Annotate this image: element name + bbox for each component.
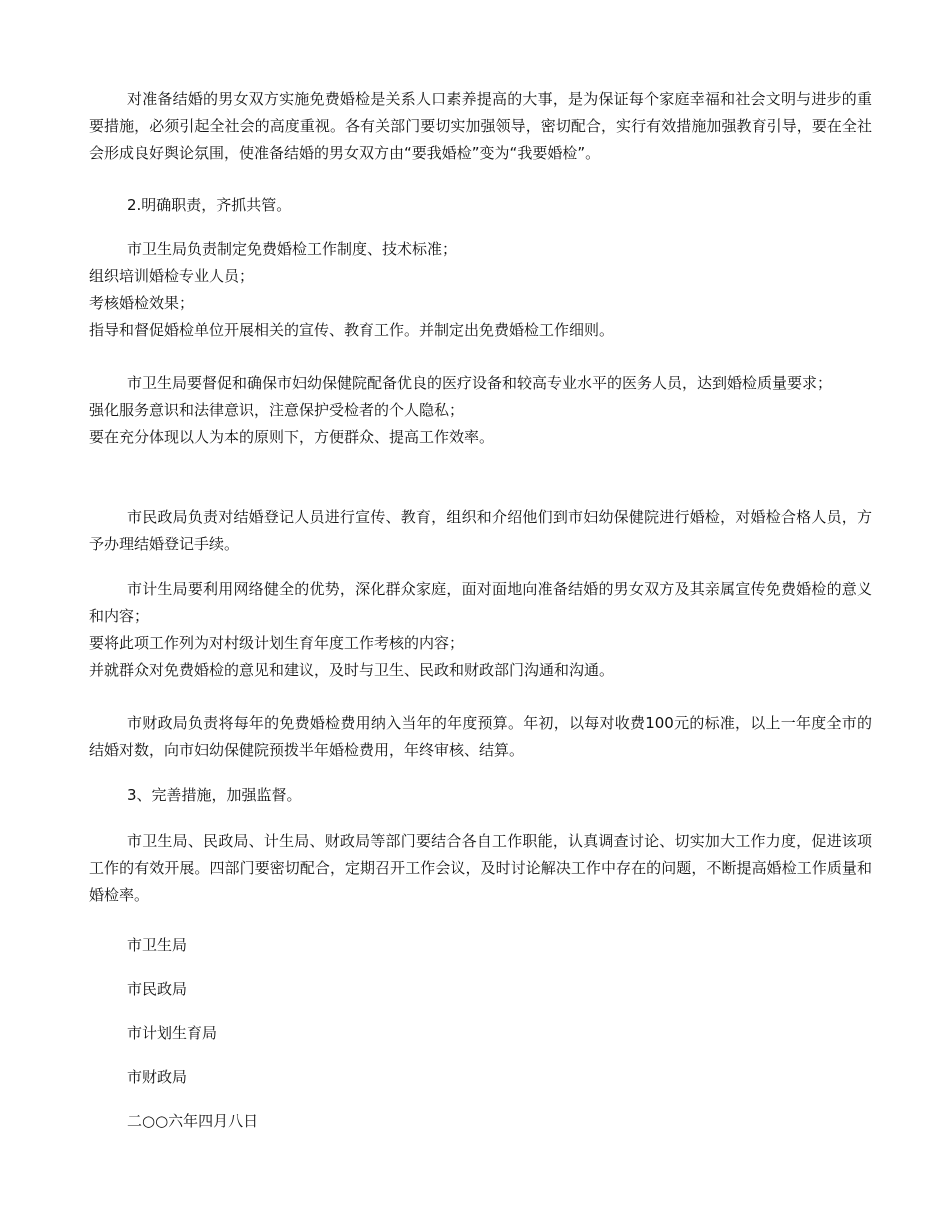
paragraph-line: 市民政局负责对结婚登记人员进行宣传、教育，组织和介绍他们到市妇幼保健院进行婚检，对婚检合格人员，方予办理结婚登记手续。 <box>89 508 872 553</box>
paragraph-6 <box>89 576 872 684</box>
paragraph-line: 3、完善措施，加强监督。 <box>127 786 302 804</box>
paragraph-9 <box>89 828 872 909</box>
section-heading-2 <box>89 192 872 219</box>
paragraph-line: 市计生局要利用网络健全的优势，深化群众家庭，面对面地向准备结婚的男女双方及其亲属宣传免费婚检的意义和内容； <box>89 580 872 625</box>
paragraph-line: 考核婚检效果； <box>89 294 195 312</box>
paragraph-3 <box>89 236 872 344</box>
section-heading-3 <box>89 782 872 809</box>
paragraph-line: 市民政局 <box>127 980 188 998</box>
paragraph-line: 强化服务意识和法律意识，注意保护受检者的个人隐私； <box>89 401 465 419</box>
paragraph-line: 市卫生局负责制定免费婚检工作制度、技术标准； <box>127 240 458 258</box>
paragraph-line: 市卫生局、民政局、计生局、财政局等部门要结合各自工作职能，认真调查讨论、切实加大工作力度，促进该项工作的有效开展。四部门要密切配合，定期召开工作会议，及时讨论解决工作中存在的问题，不断提高婚检工作质量和婚检率。 <box>89 832 872 904</box>
paragraph-line: 市卫生局要督促和确保市妇幼保健院配备优良的医疗设备和较高专业水平的医务人员，达到婚检质量要求； <box>127 374 833 392</box>
paragraph-line: 对准备结婚的男女双方实施免费婚检是关系人口素养提高的大事，是为保证每个家庭幸福和社会文明与进步的重要措施，必须引起全社会的高度重视。各有关部门要切实加强领导，密切配合，实行有效措施加强教育引导，要在全社会形成良好舆论氛围，使准备结婚的男女双方由“要我婚检”变为“我要婚检”。 <box>89 90 872 162</box>
paragraph-7 <box>89 710 872 764</box>
document-date <box>89 1108 872 1135</box>
paragraph-line: 指导和督促婚检单位开展相关的宣传、教育工作。并制定出免费婚检工作细则。 <box>89 321 615 339</box>
paragraph-line: 组织培训婚检专业人员； <box>89 267 255 285</box>
paragraph-line: 市财政局负责将每年的免费婚检费用纳入当年的年度预算。年初，以每对收费100元的标准，以上一年度全市的结婚对数，向市妇幼保健院预拨半年婚检费用，年终审核、结算。 <box>89 714 872 759</box>
paragraph-line: 要将此项工作列为对村级计划生育年度工作考核的内容； <box>89 634 465 652</box>
paragraph-line: 2.明确职责，齐抓共管。 <box>127 196 292 214</box>
paragraph-line: 二○○六年四月八日 <box>127 1112 259 1130</box>
paragraph-line: 市卫生局 <box>127 936 188 954</box>
paragraph-line: 并就群众对免费婚检的意见和建议，及时与卫生、民政和财政部门沟通和沟通。 <box>89 661 615 679</box>
paragraph-4 <box>89 370 872 451</box>
paragraph-1 <box>89 86 872 167</box>
paragraph-line: 要在充分体现以人为本的原则下，方便群众、提高工作效率。 <box>89 428 495 446</box>
signature-civil-affairs-bureau <box>89 976 872 1003</box>
paragraph-line: 市计划生育局 <box>127 1024 218 1042</box>
paragraph-line: 市财政局 <box>127 1068 188 1086</box>
signature-finance-bureau <box>89 1064 872 1091</box>
signature-health-bureau <box>89 932 872 959</box>
paragraph-5 <box>89 504 872 558</box>
signature-family-planning-bureau <box>89 1020 872 1047</box>
